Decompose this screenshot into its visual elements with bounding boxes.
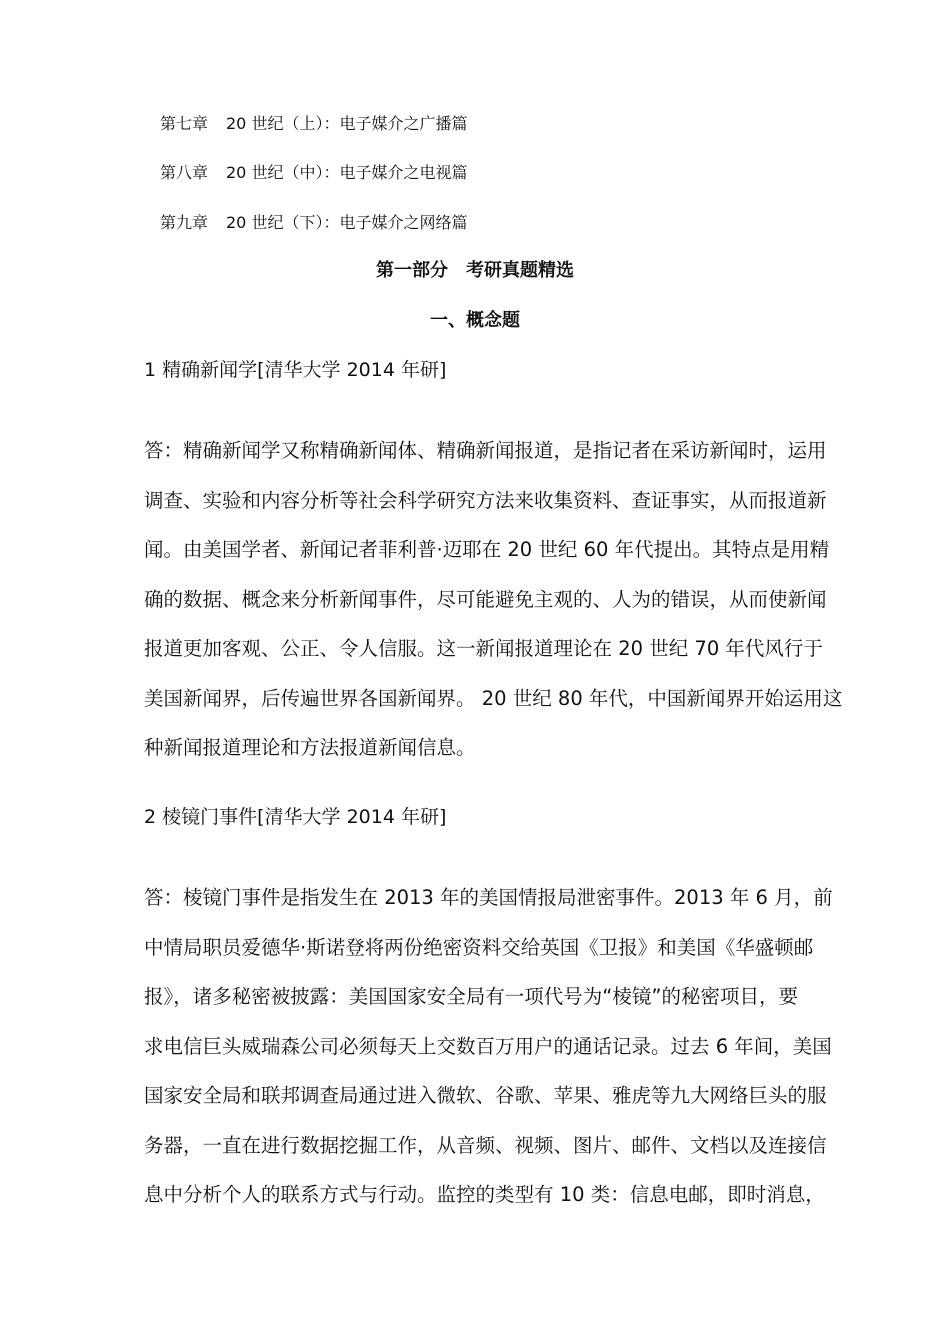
answer-line: 答：棱镜门事件是指发生在 2013 年的美国情报局泄密事件。2013 年 6 月，前 <box>144 886 833 909</box>
answer-line: 确的数据、概念来分析新闻事件，尽可能避免主观的、人为的错误，从而使新闻 <box>144 587 827 611</box>
answer-line: 国家安全局和联邦调查局通过进入微软、谷歌、苹果、雅虎等九大网络巨头的服 <box>144 1084 827 1107</box>
answer-line: 答：精确新闻学又称精确新闻体、精确新闻报道，是指记者在采访新闻时，运用 <box>144 439 827 462</box>
answer-line: 报道更加客观、公正、令人信服。这一新闻报道理论在 20 世纪 70 年代风行于 <box>144 637 823 660</box>
toc-chapter-label: 第九章 <box>160 213 209 232</box>
answer-line: 报》，诸多秘密被披露：美国国家安全局有一项代号为“棱镜”的秘密项目，要 <box>144 985 798 1008</box>
toc-item-chapter-8 <box>160 163 467 183</box>
toc-chapter-title: 20 世纪（上）：电子媒介之广播篇 <box>226 114 468 133</box>
question-2-answer <box>144 882 833 1229</box>
toc-chapter-title: 20 世纪（中）：电子媒介之电视篇 <box>226 163 468 182</box>
answer-line: 务器，一直在进行数据挖掘工作，从音频、视频、图片、邮件、文档以及连接信 <box>144 1133 827 1157</box>
toc-chapter-label: 第八章 <box>160 163 209 182</box>
answer-line: 闻。由美国学者、新闻记者菲利普·迈耶在 20 世纪 60 年代提出。其特点是用精 <box>144 538 830 561</box>
section-heading: 一、概念题 <box>430 310 520 331</box>
toc-item-chapter-9 <box>160 213 467 233</box>
part-heading: 第一部分 考研真题精选 <box>376 260 574 281</box>
toc-item-chapter-7 <box>160 114 467 134</box>
answer-line: 调查、实验和内容分析等社会科学研究方法来收集资料、查证事实，从而报道新 <box>144 488 827 512</box>
toc-chapter-label: 第七章 <box>160 114 209 133</box>
question-2-title: 2 棱镜门事件[清华大学 2014 年研] <box>144 806 447 828</box>
answer-line: 求电信巨头威瑞森公司必须每天上交数百万用户的通话记录。过去 6 年间，美国 <box>144 1034 832 1058</box>
question-1-answer <box>144 435 843 782</box>
toc-chapter-title: 20 世纪（下）：电子媒介之网络篇 <box>226 213 468 232</box>
answer-line: 美国新闻界，后传遍世界各国新闻界。 20 世纪 80 年代，中国新闻界开始运用这 <box>144 686 843 710</box>
answer-line: 种新闻报道理论和方法报道新闻信息。 <box>144 736 476 759</box>
answer-line: 中情局职员爱德华·斯诺登将两份绝密资料交给英国《卫报》和美国《华盛顿邮 <box>144 935 814 959</box>
question-1-title: 1 精确新闻学[清华大学 2014 年研] <box>144 359 447 381</box>
answer-line: 息中分析个人的联系方式与行动。监控的类型有 10 类：信息电邮，即时消息， <box>144 1183 825 1206</box>
